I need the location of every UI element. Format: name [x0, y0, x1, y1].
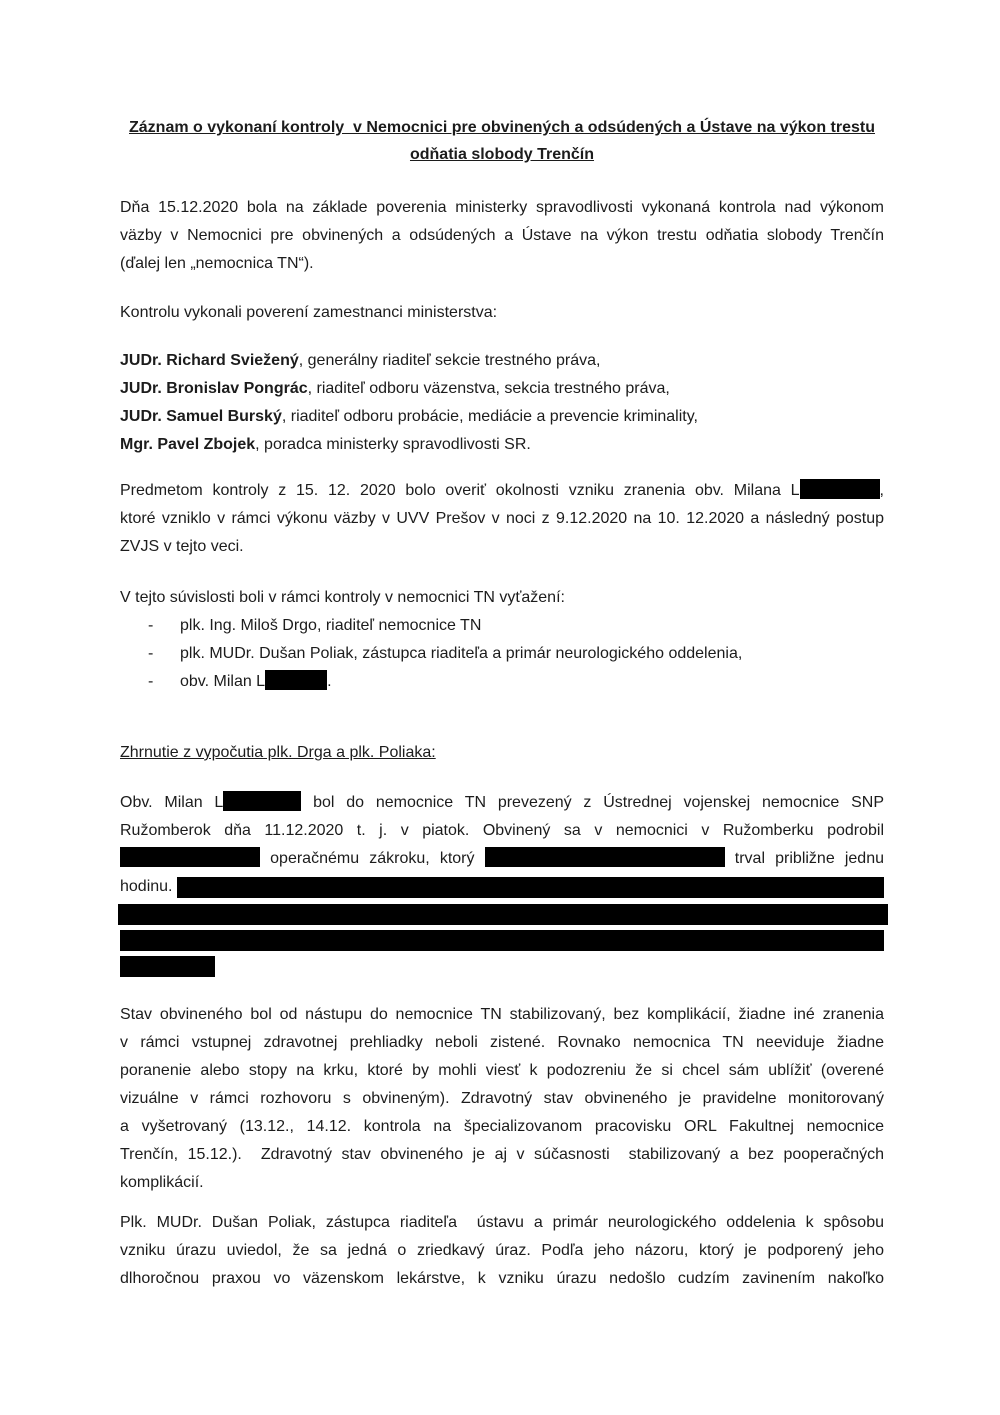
- text-line: poranenie alebo stopy na krku, ktoré by mohli viesť k podozreniu že si chcel sám ublížiť (overené: [120, 1062, 884, 1079]
- list-item: [120, 668, 884, 696]
- text-fragment: ,: [879, 482, 884, 499]
- redaction-box: [485, 847, 725, 867]
- text-fragment: hodinu.: [120, 878, 173, 895]
- text-fragment: Predmetom kontroly z 15. 12. 2020 bolo overiť okolnosti vzniku zranenia obv. Milana L: [120, 482, 800, 499]
- redaction-box: [223, 791, 301, 811]
- summary-heading: Zhrnutie z vypočutia plk. Drga a plk. Poliaka:: [120, 744, 436, 761]
- title-line-1: Záznam o vykonaní kontroly v Nemocnici pre obvinených a odsúdených a Ústave na výkon trestu: [129, 119, 875, 136]
- inspector-name: JUDr. Bronislav Pongrác: [120, 380, 308, 397]
- interviewed-lead: V tejto súvislosti boli v rámci kontroly v nemocnici TN vyťažení:: [120, 589, 565, 606]
- text-line: Ružomberok dňa 11.12.2020 t. j. v piatok. Obvinený sa v nemocnici v Ružomberku podrobil: [120, 822, 884, 839]
- list-item: [120, 612, 884, 640]
- redaction-box: [265, 670, 327, 690]
- title-line-2: odňatia slobody Trenčín: [409, 146, 595, 163]
- text-line: Trenčín, 15.12.). Zdravotný stav obvineného je aj v súčasnosti stabilizovaný a bez pooperačných: [120, 1146, 884, 1163]
- redaction-bar: [120, 930, 884, 951]
- health-status-paragraph: [120, 1001, 884, 1197]
- text-line: väzby v Nemocnici pre obvinených a odsúdených a Ústave na výkon trestu odňatia slobody Trenčín: [120, 227, 884, 244]
- text-line: Plk. MUDr. Dušan Poliak, zástupca riaditeľa ústavu a primár neurologického oddelenia k spôsobu: [120, 1214, 884, 1231]
- text-fragment: operačnému zákroku, ktorý: [270, 850, 475, 867]
- inspector-name: Mgr. Pavel Zbojek: [120, 436, 256, 453]
- interviewed-list: [120, 612, 884, 696]
- inspector-item: [120, 375, 884, 403]
- text-fragment: bol do nemocnice TN prevezený z Ústrednej vojenskej nemocnice SNP: [313, 794, 885, 811]
- inspector-role: , poradca ministerky spravodlivosti SR.: [255, 436, 531, 453]
- text-line: Dňa 15.12.2020 bola na základe poverenia ministerky spravodlivosti vykonaná kontrola nad výkonom: [120, 199, 884, 216]
- text-fragment: trval približne jednu: [734, 850, 885, 867]
- text-fragment: plk. MUDr. Dušan Poliak, zástupca riaditeľa a primár neurologického oddelenia,: [180, 645, 743, 662]
- text-line: ZVJS v tejto veci.: [120, 538, 244, 555]
- inspectors-lead: Kontrolu vykonali poverení zamestnanci ministerstva:: [120, 304, 498, 321]
- inspector-role: , riaditeľ odboru probácie, mediácie a prevencie kriminality,: [281, 408, 698, 425]
- text-line: (ďalej len „nemocnica TN“).: [120, 255, 314, 272]
- text-fragment: plk. Ing. Miloš Drgo, riaditeľ nemocnice TN: [180, 617, 482, 634]
- summary-paragraph: [120, 789, 884, 977]
- inspector-role: , riaditeľ odboru väzenstva, sekcia trestného práva,: [307, 380, 670, 397]
- text-line: vizuálne v rámci rozhovoru s obvineným). Zdravotný stav obvineného je pravidelne monitorovaný: [120, 1090, 884, 1107]
- intro-paragraph: [120, 194, 884, 278]
- text-line: [120, 845, 884, 873]
- redaction-bar: [177, 877, 885, 898]
- text-line: ktoré vzniklo v rámci výkonu väzby v UVV Prešov v noci z 9.12.2020 na 10. 12.2020 a následný postup: [120, 510, 884, 527]
- text-line: v rámci vstupnej zdravotnej prehliadky neboli zistené. Rovnako nemocnica TN neeviduje žiadne: [120, 1034, 884, 1051]
- bullet-dash: -: [148, 645, 154, 662]
- redaction-bar: [120, 956, 215, 977]
- text-fragment: obv. Milan L: [180, 673, 266, 690]
- inspector-role: , generálny riaditeľ sekcie trestného práva,: [298, 352, 601, 369]
- poliak-statement-paragraph: [120, 1209, 884, 1293]
- redaction-box: [120, 847, 260, 867]
- text-line: dlhoročnou praxou vo väzenskom lekárstve, k vzniku úrazu nedošlo cudzím zavinením nakoľko: [120, 1270, 884, 1287]
- list-item: [120, 640, 884, 668]
- text-line: a vyšetrovaný (13.12., 14.12. kontrola na špecializovanom pracovisku ORL Fakultnej nemocnice: [120, 1118, 884, 1135]
- inspector-name: JUDr. Samuel Burský: [120, 408, 282, 425]
- text-line: vzniku úrazu uviedol, že sa jedná o zriedkavý úraz. Podľa jeho názoru, ktorý je podporený jeho: [120, 1242, 884, 1259]
- text-line: [120, 873, 884, 901]
- inspectors-list: [120, 347, 884, 459]
- text-line: [120, 789, 884, 817]
- text-line: [120, 477, 884, 505]
- inspector-name: JUDr. Richard Sviežený: [120, 352, 299, 369]
- inspector-item: [120, 347, 884, 375]
- text-line: komplikácií.: [120, 1174, 204, 1191]
- redaction-bar: [118, 904, 888, 925]
- inspector-item: [120, 431, 884, 459]
- inspector-item: [120, 403, 884, 431]
- text-fragment: .: [327, 673, 332, 690]
- text-line: Stav obvineného bol od nástupu do nemocnice TN stabilizovaný, bez komplikácií, žiadne iné zranenia: [120, 1006, 884, 1023]
- redaction-box: [800, 479, 880, 499]
- subject-paragraph: [120, 477, 884, 561]
- document-title: [120, 114, 884, 168]
- bullet-dash: -: [148, 673, 154, 690]
- bullet-dash: -: [148, 617, 154, 634]
- text-fragment: Obv. Milan L: [120, 794, 224, 811]
